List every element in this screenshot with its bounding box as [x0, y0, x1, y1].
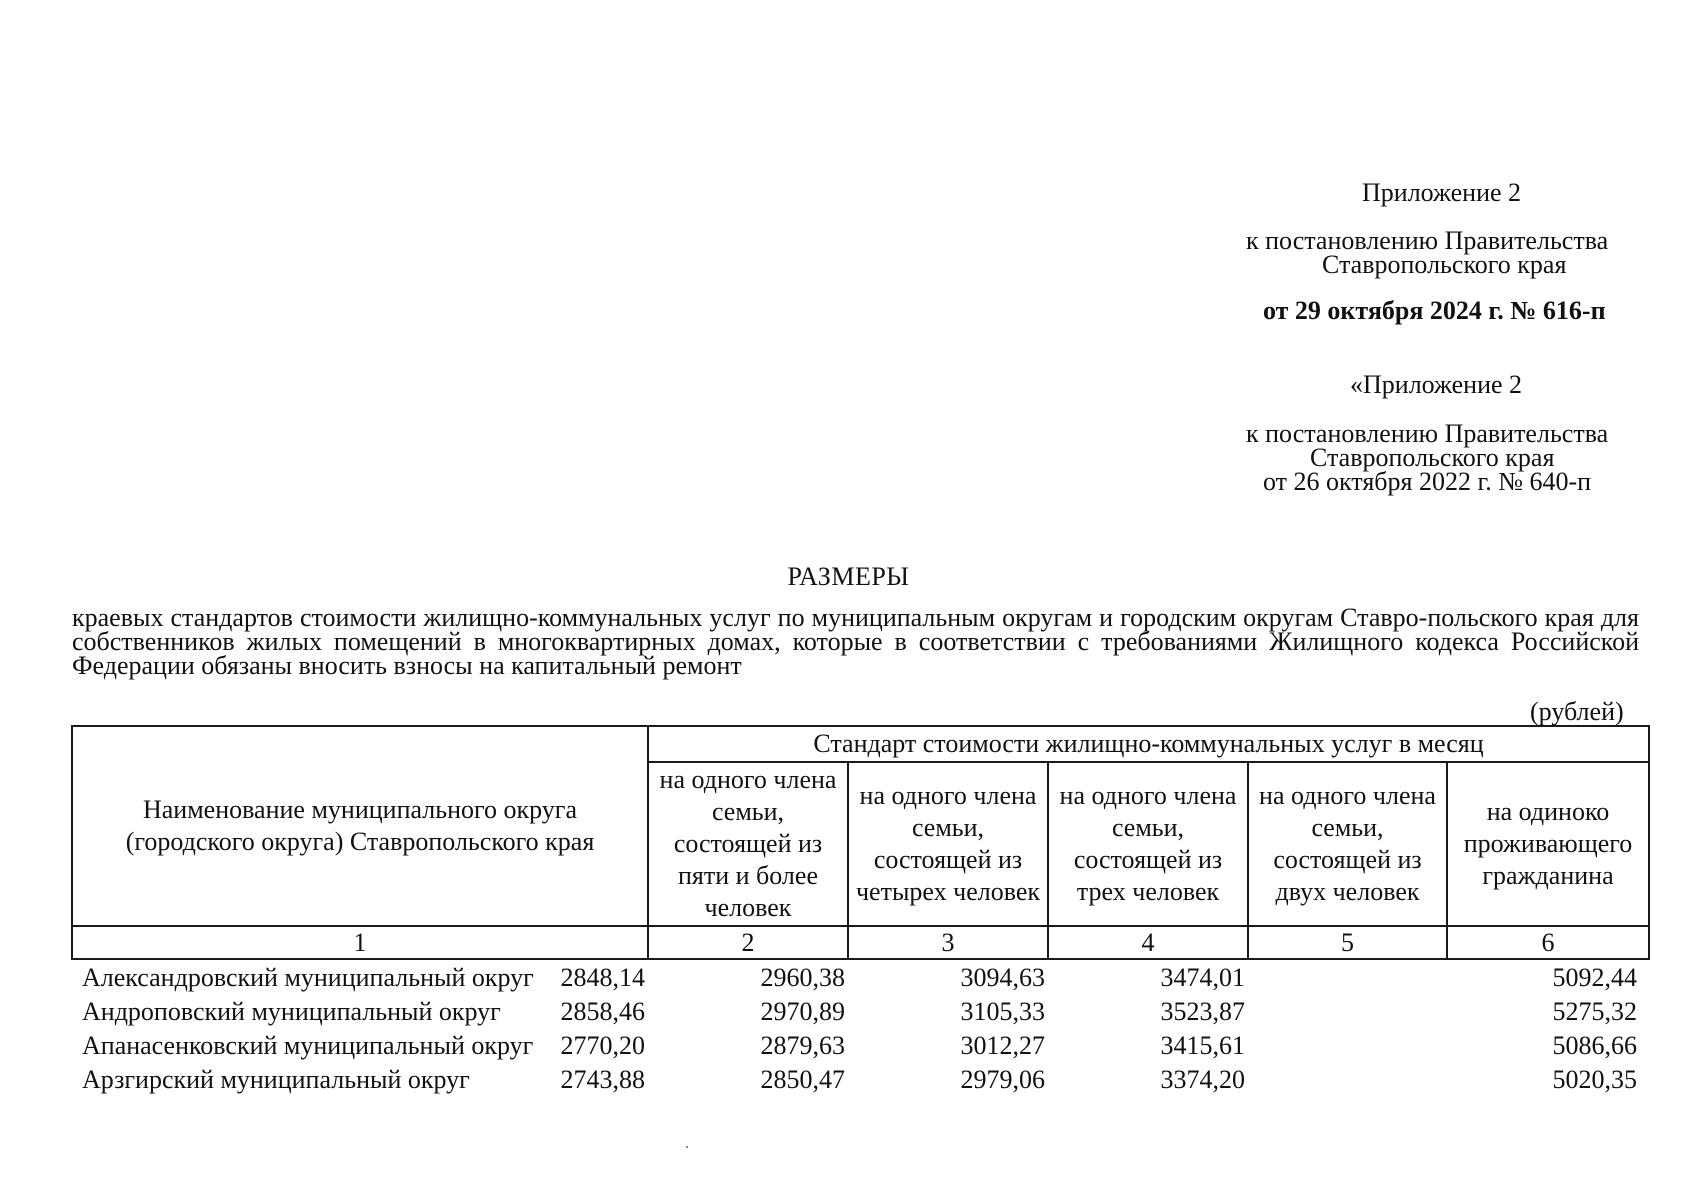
appendix-1-date: от 29 октября 2024 г. № 616-п — [1263, 296, 1606, 325]
row-name: Александровский муниципальный округ — [82, 963, 534, 992]
row-value-5: 3474,01 — [1160, 963, 1245, 992]
column-header-5-text: на одного члена семьи, состоящей из двух человек — [1259, 781, 1436, 906]
row-value-6: 5086,66 — [1552, 1031, 1637, 1060]
column-number-1-text: 1 — [353, 927, 367, 957]
row-value-3: 2879,63 — [760, 1031, 845, 1060]
appendix-2-date: от 26 октября 2022 г. № 640-п — [1263, 467, 1592, 496]
appendix-1-line2: Ставропольского края — [1322, 250, 1567, 279]
column-number-2-text: 2 — [741, 927, 755, 957]
column-number-6-text: 6 — [1541, 927, 1555, 957]
column-number-3-text: 3 — [941, 927, 955, 957]
column-number-6 — [1446, 925, 1650, 960]
column-header-6-text: на одиноко проживающего гражданина — [1463, 797, 1633, 890]
group-header-text: Стандарт стоимости жилищно-коммунальных услуг в месяц — [813, 729, 1484, 758]
row-value-4: 3094,63 — [960, 963, 1045, 992]
row-value-3: 2850,47 — [760, 1065, 845, 1094]
row-value-4: 3105,33 — [960, 997, 1045, 1026]
column-number-5 — [1247, 925, 1448, 960]
group-header — [647, 725, 1650, 763]
row-value-2: 2743,88 — [560, 1065, 645, 1094]
column-number-5-text: 5 — [1341, 927, 1354, 957]
table-row — [71, 1029, 1650, 1063]
name-column-header-text: Наименование муниципального округа (городского округа) Ставропольского края — [125, 795, 595, 856]
column-number-4-text: 4 — [1141, 927, 1155, 957]
column-header-2 — [647, 761, 849, 927]
row-value-3: 2970,89 — [760, 997, 845, 1026]
table-row — [71, 1063, 1650, 1097]
column-header-4 — [1047, 761, 1249, 927]
appendix-2-title: «Приложение 2 — [1350, 370, 1523, 399]
appendix-1-title: Приложение 2 — [1362, 178, 1522, 207]
column-header-6 — [1446, 761, 1650, 927]
column-number-3 — [847, 925, 1049, 960]
row-value-2: 2848,14 — [560, 963, 645, 992]
column-header-4-text: на одного члена семьи, состоящей из трех человек — [1059, 781, 1237, 906]
column-number-1 — [71, 925, 649, 960]
row-name: Арзгирский муниципальный округ — [82, 1065, 470, 1094]
document-title: РАЗМЕРЫ — [787, 562, 910, 591]
row-value-6: 5092,44 — [1552, 963, 1637, 992]
row-value-2: 2858,46 — [560, 997, 645, 1026]
units-label: (рублей) — [1530, 697, 1624, 726]
column-header-2-text: на одного члена семьи, состоящей из пяти и более человек — [659, 765, 837, 922]
row-value-6: 5275,32 — [1552, 997, 1637, 1026]
column-number-4 — [1047, 925, 1249, 960]
column-header-3-text: на одного члена семьи, состоящей из четырех человек — [855, 781, 1041, 906]
row-name: Апанасенковский муниципальный округ — [82, 1031, 534, 1060]
scan-speck — [686, 1146, 688, 1148]
row-value-2: 2770,20 — [560, 1031, 645, 1060]
row-value-4: 3012,27 — [960, 1031, 1045, 1060]
column-header-5 — [1247, 761, 1448, 927]
table-row — [71, 961, 1650, 995]
column-number-2 — [647, 925, 849, 960]
row-name: Андроповский муниципальный округ — [82, 997, 501, 1026]
table-row — [71, 995, 1650, 1029]
row-value-5: 3523,87 — [1160, 997, 1245, 1026]
document-subtitle: краевых стандартов стоимости жилищно-коммунальных услуг по муниципальным округам и городским округам Ставро-польского края для собственников жилых помещений в многоквартирных домах, которые в соответствии с требованиями Жилищного кодекса Российской Федерации обязаны вносить взносы на капитальный ремонт — [72, 603, 1639, 680]
name-column-header — [71, 725, 649, 927]
row-value-4: 2979,06 — [960, 1065, 1045, 1094]
appendix-2-line1: к постановлению Правительства — [1246, 419, 1609, 448]
row-value-5: 3415,61 — [1160, 1031, 1245, 1060]
row-value-5: 3374,20 — [1160, 1065, 1245, 1094]
appendix-2-line2: Ставропольского края — [1310, 443, 1555, 472]
column-header-3 — [847, 761, 1049, 927]
row-value-6: 5020,35 — [1552, 1065, 1637, 1094]
row-value-3: 2960,38 — [760, 963, 845, 992]
appendix-1-line1: к постановлению Правительства — [1246, 226, 1609, 255]
